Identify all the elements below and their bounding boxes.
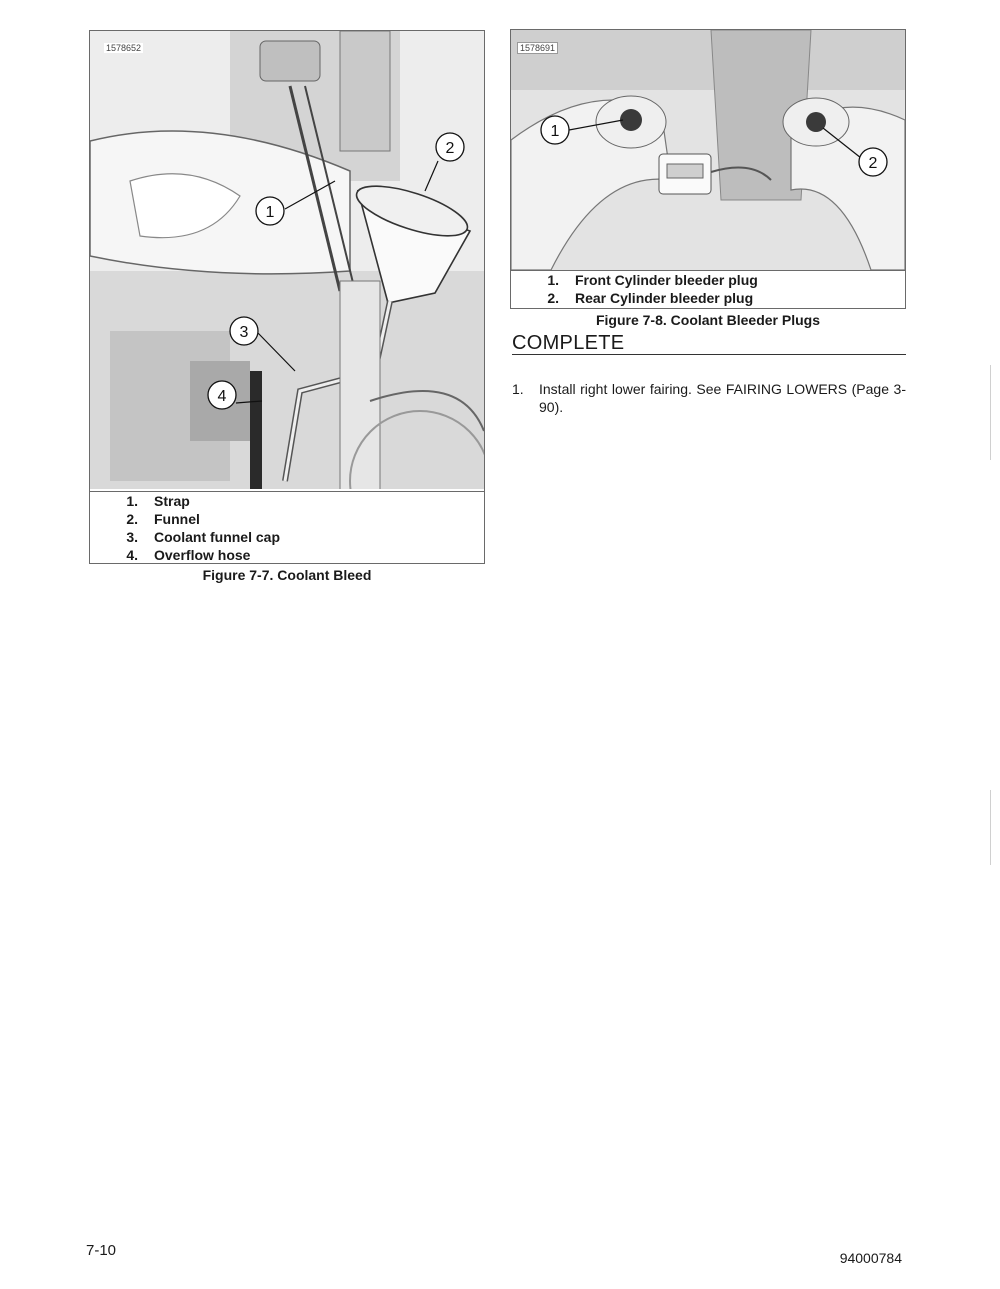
- legend-item: [511, 271, 905, 289]
- legend-text: Strap: [154, 493, 190, 509]
- coolant-bleed-illustration: [90, 31, 484, 489]
- figure-legend: [511, 270, 905, 307]
- svg-text:1: 1: [550, 123, 560, 140]
- legend-item: [511, 289, 905, 307]
- legend-item: [90, 528, 484, 546]
- margin-mark: [990, 790, 991, 865]
- legend-item: [90, 492, 484, 510]
- figure-legend: [90, 491, 484, 564]
- legend-number: 1.: [547, 272, 559, 288]
- legend-number: 4.: [126, 547, 138, 563]
- callout-1: [256, 197, 284, 225]
- art-id-label: 1578652: [106, 43, 142, 53]
- callout-1: [541, 116, 569, 144]
- legend-item: [90, 546, 484, 564]
- procedure-step: [512, 380, 906, 416]
- figure-coolant-bleeder-plugs: [510, 29, 906, 309]
- legend-item: [90, 510, 484, 528]
- procedure-steps: [512, 380, 906, 416]
- art-id-label: 1578691: [517, 42, 558, 54]
- bleeder-plugs-drawing: [511, 30, 905, 270]
- bleeder-plugs-illustration: [511, 30, 905, 270]
- legend-number: 2.: [547, 290, 559, 306]
- legend-number: 1.: [126, 493, 138, 509]
- motorcycle-funnel-drawing: [90, 31, 484, 489]
- figure-caption: Figure 7-7. Coolant Bleed: [202, 567, 372, 583]
- legend-text: Rear Cylinder bleeder plug: [575, 290, 754, 306]
- step-number: 1.: [512, 381, 524, 397]
- svg-text:4: 4: [217, 388, 227, 405]
- document-number: 94000784: [839, 1250, 902, 1266]
- figure-coolant-bleed: [89, 30, 485, 564]
- svg-text:2: 2: [445, 140, 455, 157]
- legend-number: 3.: [126, 529, 138, 545]
- step-text: Install right lower fairing. See FAIRING LOWERS (Page 3-90).: [539, 381, 906, 415]
- page-number: 7-10: [86, 1242, 117, 1259]
- section-heading: COMPLETE: [512, 332, 906, 355]
- legend-text: Front Cylinder bleeder plug: [575, 272, 758, 288]
- callout-2: [859, 148, 887, 176]
- legend-text: Coolant funnel cap: [154, 529, 280, 545]
- callout-4: [208, 381, 236, 409]
- figure-caption: Figure 7-8. Coolant Bleeder Plugs: [595, 312, 821, 328]
- legend-text: Funnel: [154, 511, 200, 527]
- svg-text:3: 3: [239, 324, 249, 341]
- svg-text:1: 1: [265, 204, 275, 221]
- legend-number: 2.: [126, 511, 138, 527]
- callout-3: [230, 317, 258, 345]
- margin-mark: [990, 365, 991, 460]
- legend-text: Overflow hose: [154, 547, 251, 563]
- callout-2: [436, 133, 464, 161]
- svg-text:2: 2: [868, 155, 878, 172]
